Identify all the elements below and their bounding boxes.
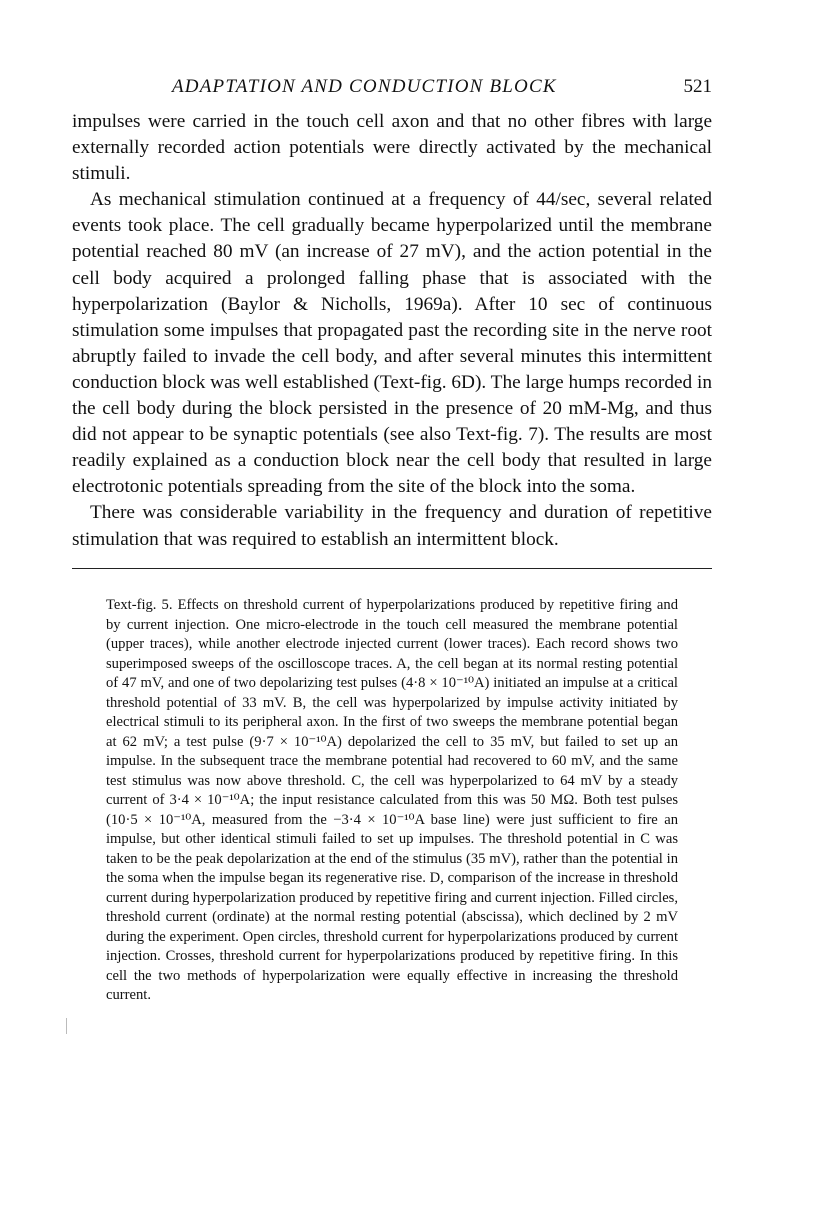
figure-caption: [106, 596, 678, 1006]
paragraph-variability: There was considerable variability in the frequency and duration of repetitive stimulation that was required to establish an intermittent block.: [72, 502, 712, 550]
caption-text: Text-fig. 5. Effects on threshold current of hyperpolarizations produced by repetitive firing and by current injection. One micro-electrode in the touch cell measured the membrane potential (upper traces), while another electrode injected current (lower traces). Each record shows two superimposed sweeps of the oscilloscope traces. A, the cell began at its normal resting potential of 47 mV, and one of two depolarizing test pulses (4·8 × 10⁻¹⁰A) initiated an impulse at a critical threshold potential of 33 mV. B, the cell was hyperpolarized by impulse activity initiated by electrical stimuli to its peripheral axon. In the first of two sweeps the membrane potential began at 62 mV; a test pulse (9·7 × 10⁻¹⁰A) depolarized the cell to 35 mV, but failed to set up an impulse. In the subsequent trace the membrane potential had recovered to 60 mV, and the same test stimulus was now above threshold. C, the cell was hyperpolarized to 64 mV by a steady current of 3·4 × 10⁻¹⁰A; the input resistance calculated from this was 50 MΩ. Both test pulses (10·5 × 10⁻¹⁰A, measured from the −3·4 × 10⁻¹⁰A base line) were just sufficient to fire an impulse, but other identical stimuli failed to set up impulses. The threshold potential in C was taken to be the peak depolarization at the end of the stimulus (35 mV), rather than the potential in the soma when the impulse began its regenerative rise. D, comparison of the increase in threshold current during hyperpolarization produced by repetitive firing and current injection. Filled circles, threshold current (ordinate) at the normal resting potential (abscissa), which declined by 2 mV during the experiment. Open circles, threshold current for hyperpolarizations produced by current injection. Crosses, threshold current for hyperpolarizations produced by repetitive firing. In this cell the two methods of hyperpolarization were equally effective in increasing the threshold current.: [106, 597, 678, 1003]
body-text: [72, 109, 712, 553]
paragraph-stimulation: As mechanical stimulation continued at a frequency of 44/sec, several related events took place. The cell gradually became hyperpolarized until the membrane potential reached 80 mV (an increase of 27 mV), and the action potential in the cell body acquired a prolonged falling phase that is associated with the hyperpolarization (Baylor & Nicholls, 1969a). After 10 sec of continuous stimulation some impulses that propagated past the recording site in the nerve root abruptly failed to invade the cell body, and after several minutes this intermittent conduction block was well established (Text-fig. 6D). The large humps recorded in the cell body during the block persisted in the presence of 20 mM-Mg, and thus did not appear to be synaptic potentials (see also Text-fig. 7). The results are most readily explained as a conduction block near the cell body that resulted in large electrotonic potentials spreading from the site of the block into the soma.: [72, 189, 712, 498]
page-number: 521: [683, 76, 712, 97]
section-divider: [72, 568, 712, 569]
page-header: [72, 76, 712, 104]
running-title: ADAPTATION AND CONDUCTION BLOCK: [172, 76, 557, 97]
margin-mark: [66, 1018, 67, 1034]
paragraph-continuation: impulses were carried in the touch cell axon and that no other fibres with large externally recorded action potentials were directly activated by the mechanical stimuli.: [72, 111, 712, 185]
